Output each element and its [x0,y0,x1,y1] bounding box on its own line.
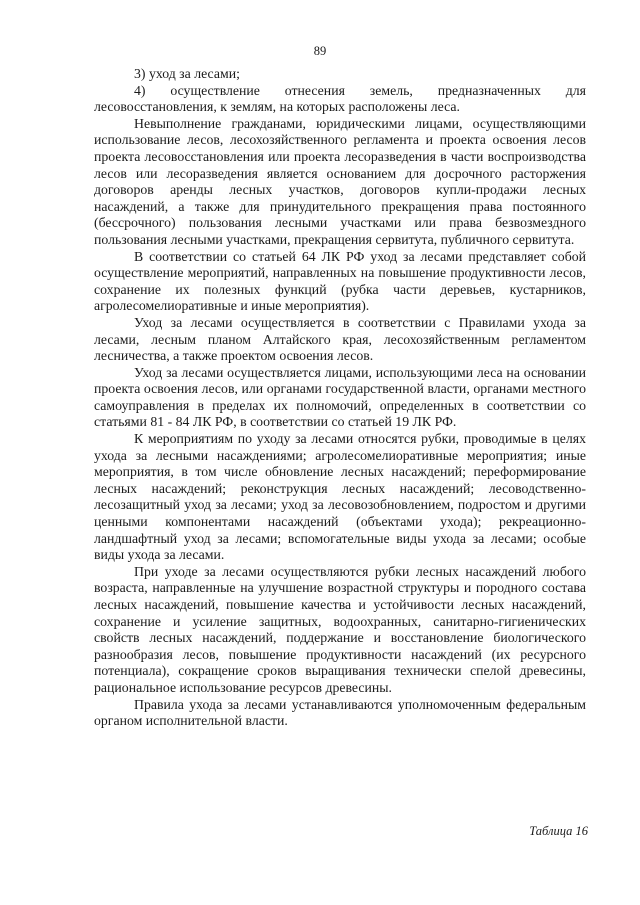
body-text [94,66,586,730]
paragraph-care-measures: К мероприятиям по уходу за лесами относятся рубки, проводимые в целях ухода за лесными насаждениями; агролесомелиоративные мероприятия; иные мероприятия, в том числе обновление лесных насаждений; переформирование лесных насаждений; реконструкция лесных насаждений; лесоводственно-лесозащитный уход за лесами; уход за лесовозобновлением, подростом и другими ценными компонентами насаждений (объектами ухода); рекреационно-ландшафтный уход за лесами; вспомогательные виды ухода за лесами; особые виды ухода за лесами. [94,431,586,563]
paragraph-care-performers: Уход за лесами осуществляется лицами, использующими леса на основании проекта освоения лесов, или органами государственной власти, органами местного самоуправления в пределах их полномочий, определенных в соответствии со статьями 81 - 84 ЛК РФ, в соответствии со статьей 19 ЛК РФ. [94,364,586,430]
table-caption: Таблица 16 [529,824,588,838]
paragraph-care-rules: Уход за лесами осуществляется в соответствии с Правилами ухода за лесами, лесным планом Алтайского края, лесохозяйственным регламентом лесничества, а также проектом освоения лесов. [94,314,586,364]
paragraph-non-compliance: Невыполнение гражданами, юридическими лицами, осуществляющими использование лесов, лесохозяйственного регламента и проекта освоения лесов проекта лесовосстановления или проекта лесоразведения в части воспроизводства лесов или лесоразведения является основанием для досрочного расторжения договоров аренды лесных участков, договоров купли-продажи лесных насаждений, а также для принудительного прекращения права постоянного (бессрочного) пользования лесными участками или права безвозмездного пользования лесными участками, прекращения сервитута, публичного сервитута. [94,115,586,247]
paragraph-article-64: В соответствии со статьей 64 ЛК РФ уход за лесами представляет собой осуществление мероприятий, направленных на повышение продуктивности лесов, сохранение их полезных функций (рубка части деревьев, кустарников, агролесомелиоративные и иные мероприятия). [94,248,586,314]
paragraph-list-item-3: 3) уход за лесами; [134,66,240,81]
paragraph-list-item-4: 4) осуществление отнесения земель, предназначенных для лесовосстановления, к землям, на которых расположены леса. [94,82,586,115]
page-number: 89 [313,44,327,58]
paragraph-rules-authority: Правила ухода за лесами устанавливаются уполномоченным федеральным органом исполнительной власти. [94,696,586,729]
paragraph-care-fellings: При уходе за лесами осуществляются рубки лесных насаждений любого возраста, направленные на улучшение возрастной структуры и породного состава лесных насаждений, повышение качества и устойчивости лесных насаждений, сохранение и усиление защитных, водоохранных, санитарно-гигиенических свойств лесных насаждений, поддержание и восстановление биологического разнообразия лесов, повышение продуктивности насаждений (их ресурсного потенциала), сокращение сроков выращивания технически спелой древесины, рациональное использование ресурсов древесины. [94,563,586,695]
